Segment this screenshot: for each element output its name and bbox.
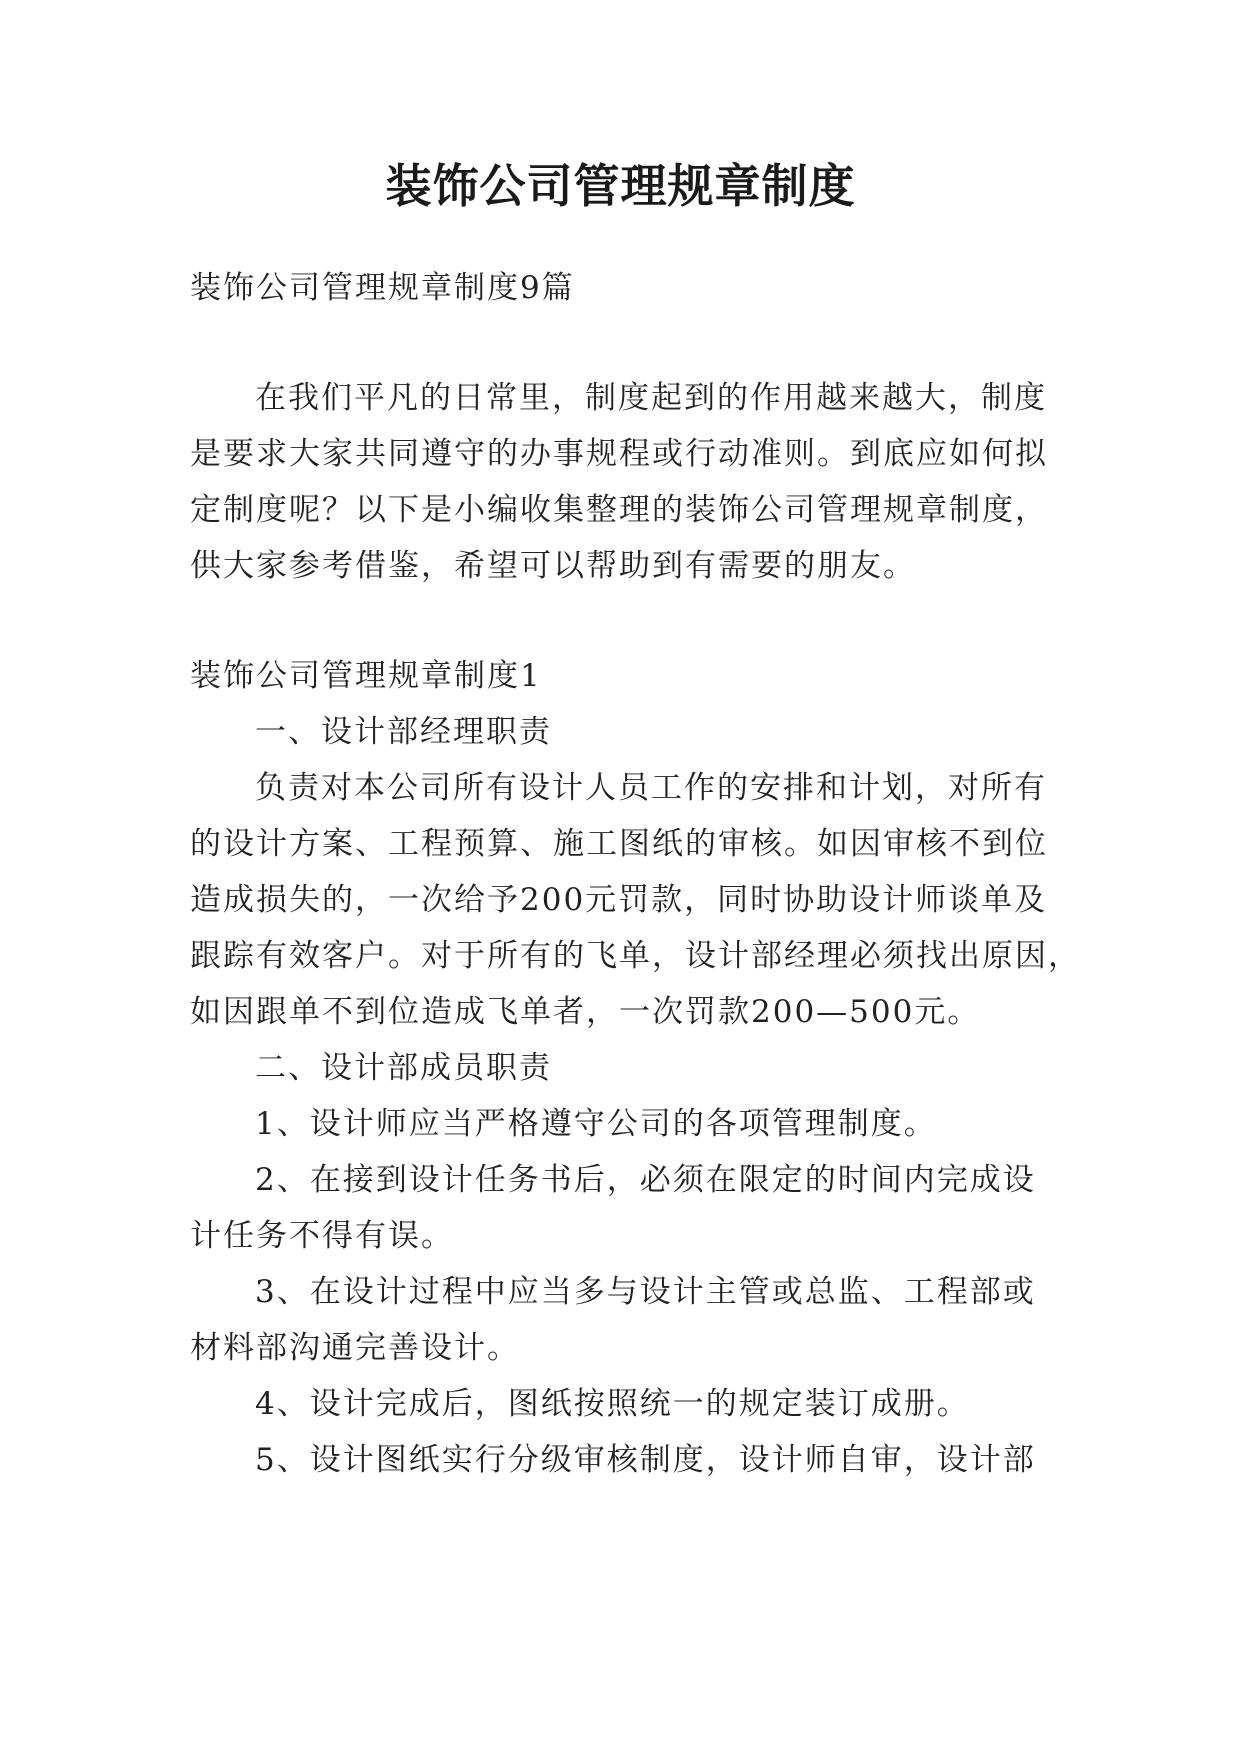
body-line: 负责对本公司所有设计人员工作的安排和计划，对所有 xyxy=(255,770,1047,806)
list-item-continued: 材料部沟通完善设计。 xyxy=(190,1330,520,1366)
document-subtitle: 装饰公司管理规章制度9篇 xyxy=(190,270,575,306)
list-item: 5、设计图纸实行分级审核制度，设计师自审，设计部 xyxy=(255,1442,1036,1478)
body-line: 跟踪有效客户。对于所有的飞单，设计部经理必须找出原因， xyxy=(190,938,1081,974)
document-title: 装饰公司管理规章制度 xyxy=(385,159,856,213)
intro-line: 供大家参考借鉴，希望可以帮助到有需要的朋友。 xyxy=(190,548,916,584)
list-item-continued: 计任务不得有误。 xyxy=(190,1218,454,1254)
section-heading: 装饰公司管理规章制度1 xyxy=(190,658,542,694)
list-item: 3、在设计过程中应当多与设计主管或总监、工程部或 xyxy=(255,1274,1036,1310)
body-line: 造成损失的，一次给予200元罚款，同时协助设计师谈单及 xyxy=(190,882,1048,918)
part-heading: 一、设计部经理职责 xyxy=(255,714,552,750)
intro-line: 在我们平凡的日常里，制度起到的作用越来越大，制度 xyxy=(255,380,1047,416)
body-line: 的设计方案、工程预算、施工图纸的审核。如因审核不到位 xyxy=(190,826,1048,862)
intro-line: 定制度呢？以下是小编收集整理的装饰公司管理规章制度， xyxy=(190,492,1048,528)
part-heading: 二、设计部成员职责 xyxy=(255,1050,552,1086)
list-item: 2、在接到设计任务书后，必须在限定的时间内完成设 xyxy=(255,1162,1036,1198)
body-line: 如因跟单不到位造成飞单者，一次罚款200—500元。 xyxy=(190,994,981,1030)
list-item: 4、设计完成后，图纸按照统一的规定装订成册。 xyxy=(255,1386,970,1422)
intro-line: 是要求大家共同遵守的办事规程或行动准则。到底应如何拟 xyxy=(190,436,1048,472)
list-item: 1、设计师应当严格遵守公司的各项管理制度。 xyxy=(255,1106,937,1142)
